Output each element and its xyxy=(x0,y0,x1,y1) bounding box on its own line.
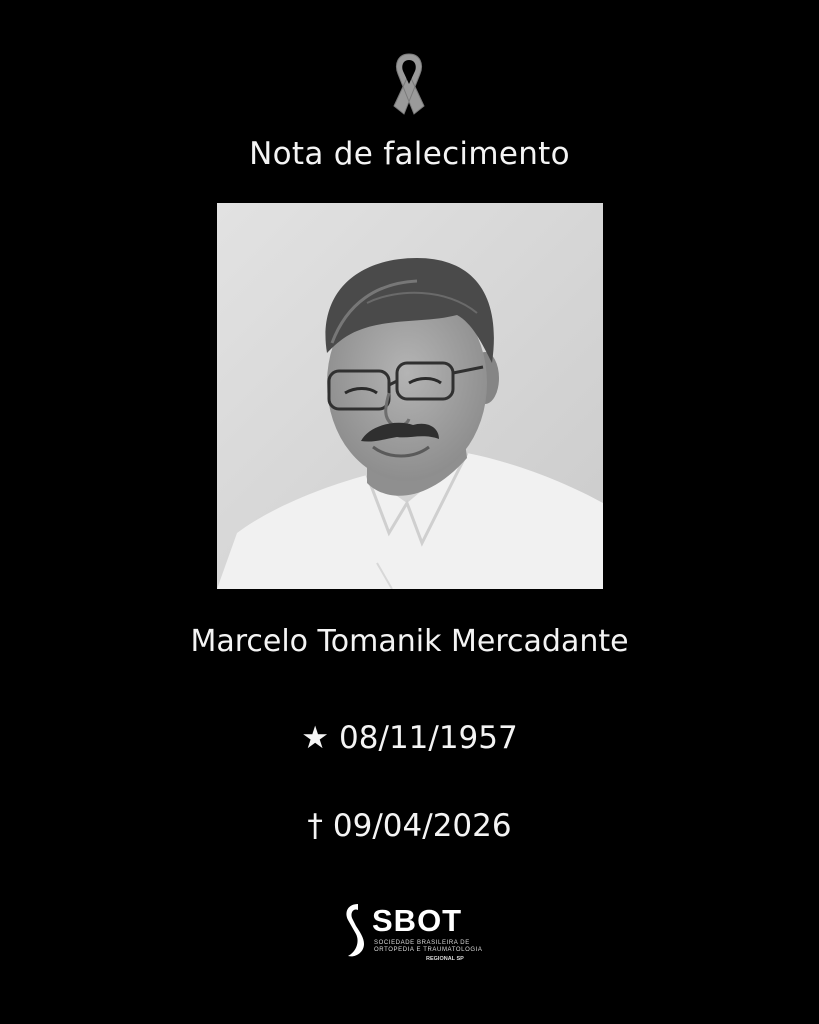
logo-subtitle-line2: ORTOPEDIA E TRAUMATOLOGIA xyxy=(374,947,483,953)
cross-icon: † xyxy=(307,808,323,844)
sbot-logo-icon xyxy=(340,902,368,962)
logo-subtitle-line1: SOCIEDADE BRASILEIRA DE xyxy=(374,940,470,946)
death-date-line xyxy=(0,808,819,844)
birth-date: 08/11/1957 xyxy=(339,720,518,756)
mourning-ribbon-icon xyxy=(386,50,432,118)
sbot-logo xyxy=(340,902,483,968)
deceased-name: Marcelo Tomanik Mercadante xyxy=(190,624,629,659)
logo-region: REGIONAL SP xyxy=(426,956,464,962)
portrait-photo xyxy=(217,203,603,589)
logo-brand-text: SBOT xyxy=(372,903,463,938)
death-date: 09/04/2026 xyxy=(332,808,512,844)
star-icon: ★ xyxy=(301,720,330,756)
page-title: Nota de falecimento xyxy=(249,136,570,172)
logo-subtitle xyxy=(374,940,484,954)
birth-date-line xyxy=(0,720,819,756)
